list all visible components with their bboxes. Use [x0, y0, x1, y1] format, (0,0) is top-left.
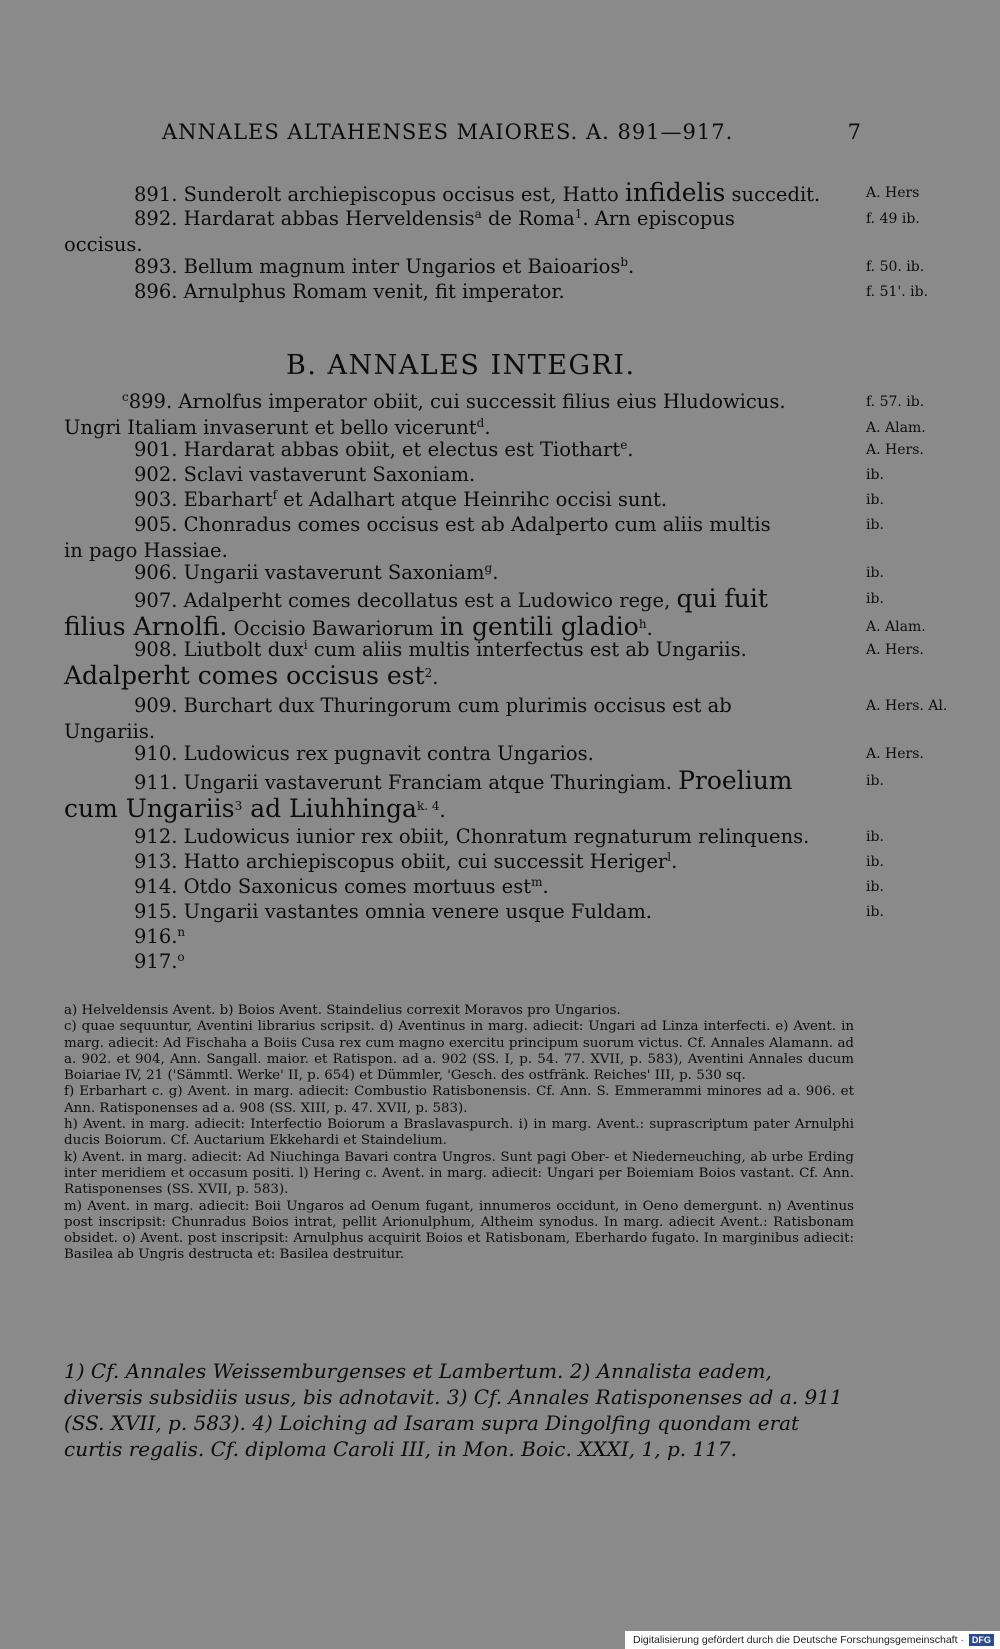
dfg-logo: DFG: [969, 1634, 994, 1646]
annal-entry: 901. Hardarat abbas obiit, et electus est Tiothart$^e$.: [134, 438, 634, 461]
running-title: ANNALES ALTAHENSES MAIORES. A. 891—917.: [162, 120, 734, 144]
crit-note: m) Avent. in marg. adiecit: Boii Ungaros ad Oenum fugant, innumeros occidunt, in Oeno demergunt. n) Aventinus post inscripsit: Chunradus Boios intrat, pellit Arionulphum, Altheim synodus. In marg. adiecit Avent.: Ratisbonam obsidet. o) Avent. post inscripsit: Arnulphus acquirit Boios et Ratisbonam, Eberhardo fugato. In marginibus adiecit: Basilea ab Ungris destructa et: Basilea destruitur.: [64, 1198, 854, 1263]
margin-note: ib.: [866, 829, 884, 845]
margin-note: f. 57. ib.: [866, 394, 925, 410]
annal-entry: 893. Bellum magnum inter Ungarios et Baioarios$^b$.: [134, 255, 635, 278]
margin-note: ib.: [866, 773, 884, 789]
annal-entry: 903. Ebarhart$^f$ et Adalhart atque Heinrihc occisi sunt.: [134, 488, 668, 511]
annal-entry: 906. Ungarii vastaverunt Saxoniam$^g$.: [134, 561, 499, 584]
margin-note: A. Alam.: [866, 420, 926, 436]
crit-note: c) quae sequuntur, Aventini librarius scripsit. d) Aventinus in marg. adiecit: Ungari ad Linza interfecti. e) Avent. in marg. adiecit: Ad Fischaha a Boiis Cusa rex cum magno exercitu principum suorum victus. Cf. Annales Alamann. ad a. 902. et 904, Ann. Sangall. maior. et Ratispon. ad a. 902 (SS. I, p. 54. 77. XVII, p. 583), Aventini Annales ducum Boiariae IV, 21 ('Sämmtl. Werke' II, p. 654) et Dümmler, 'Gesch. des ostfränk. Reiches' III, p. 530 sq.: [64, 1019, 854, 1084]
section-title: B. ANNALES INTEGRI.: [286, 350, 636, 381]
margin-note: ib.: [866, 517, 884, 533]
annal-entry: 915. Ungarii vastantes omnia venere usque Fuldam.: [134, 900, 653, 923]
annal-entry: 892. Hardarat abbas Herveldensis$^a$ de Roma$^1$. Arn episcopus occisus.: [64, 207, 735, 256]
margin-note: ib.: [866, 565, 884, 581]
annal-entry: 891. Sunderolt archiepiscopus occisus est, Hatto infidelis succedit.: [134, 178, 821, 207]
page-number: 7: [847, 120, 862, 144]
margin-note: ib.: [866, 492, 884, 508]
margin-note: ib.: [866, 904, 884, 920]
annal-entry: 907. Adalperht comes decollatus est a Ludowico rege, qui fuit filius Arnolfi. Occisio Bawariorum in gentili gladio$^h$.: [64, 584, 768, 641]
margin-note: A. Hers.: [866, 642, 924, 658]
annal-entry: 910. Ludowicus rex pugnavit contra Ungarios.: [134, 742, 594, 765]
margin-note: f. 51'. ib.: [866, 284, 929, 300]
margin-note: ib.: [866, 854, 884, 870]
margin-note: A. Hers.: [866, 746, 924, 762]
annal-entry: 916.$^n$: [134, 925, 186, 948]
crit-note: f) Erbarhart c. g) Avent. in marg. adiecit: Combustio Ratisbonensis. Cf. Ann. S. Emmerammi minores ad a. 906. et Ann. Ratisponenses ad a. 908 (SS. XIII, p. 47. XVII, p. 583).: [64, 1084, 854, 1116]
crit-note: k) Avent. in marg. adiecit: Ad Niuchinga Bavari contra Ungros. Sunt pagi Ober- et Niederneuching, ab urbe Erding inter meridiem et occasum positi. l) Hering c. Avent. in marg. adiecit: Ungari per Boiemiam Boios vastant. Cf. Ann. Ratisponenses (SS. XVII, p. 583).: [64, 1149, 854, 1198]
annal-entry: 912. Ludowicus iunior rex obiit, Chonratum regnaturum relinquens.: [134, 825, 810, 848]
annal-entry: 917.$^o$: [134, 950, 185, 973]
annal-entry: 911. Ungarii vastaverunt Franciam atque Thuringiam. Proelium cum Ungariis$^3$ ad Liuhhinga$^{k. 4}$.: [64, 766, 793, 823]
annal-entry: 914. Otdo Saxonicus comes mortuus est$^m$.: [134, 875, 549, 898]
funding-footer: [625, 1631, 1000, 1649]
margin-note: f. 50. ib.: [866, 259, 925, 275]
source-notes: 1) Cf. Annales Weissemburgenses et Lambertum. 2) Annalista eadem, diversis subsidiis usus, bis adnotavit. 3) Cf. Annales Ratisponenses ad a. 911 (SS. XVII, p. 583). 4) Loiching ad Isaram supra Dingolfing quondam erat curtis regalis. Cf. diploma Caroli III, in Mon. Boic. XXXI, 1, p. 117.: [64, 1359, 843, 1461]
margin-note: A. Alam.: [866, 619, 926, 635]
margin-note: A. Hers: [866, 185, 920, 201]
annal-entry: 896. Arnulphus Romam venit, fit imperator.: [134, 280, 565, 303]
margin-note: A. Hers. Al.: [866, 698, 948, 714]
running-header: [162, 120, 862, 144]
annal-entry: $^c$899. Arnolfus imperator obiit, cui successit filius eius Hludowicus. Ungri Italiam invaserunt et bello vicerunt$^d$.: [64, 390, 786, 439]
margin-note: ib.: [866, 879, 884, 895]
margin-note: f. 49 ib.: [866, 211, 920, 227]
critical-apparatus: [64, 1003, 854, 1264]
margin-note: A. Hers.: [866, 442, 924, 458]
annal-entry: 909. Burchart dux Thuringorum cum plurimis occisus est ab Ungariis.: [64, 694, 732, 743]
crit-note: a) Helveldensis Avent. b) Boios Avent. Staindelius correxit Moravos pro Ungarios.: [64, 1003, 621, 1018]
margin-note: ib.: [866, 467, 884, 483]
margin-note: ib.: [866, 591, 884, 607]
annal-entry: 902. Sclavi vastaverunt Saxoniam.: [134, 463, 476, 486]
crit-note: h) Avent. in marg. adiecit: Interfectio Boiorum a Braslavaspurch. i) in marg. Avent.: suprascriptum pater Arnulphi ducis Boiorum. Cf. Auctarium Ekkehardi et Staindelium.: [64, 1117, 854, 1149]
annal-entry: 913. Hatto archiepiscopus obiit, cui successit Heriger$^l$.: [134, 850, 678, 873]
funding-text: Digitalisierung gefördert durch die Deutsche Forschungsgemeinschaft ·: [633, 1634, 964, 1646]
annal-entry: 908. Liutbolt dux$^i$ cum aliis multis interfectus est ab Ungariis. Adalperht comes occisus est$^2$.: [64, 638, 747, 690]
annal-entry: 905. Chonradus comes occisus est ab Adalperto cum aliis multis in pago Hassiae.: [64, 513, 771, 562]
